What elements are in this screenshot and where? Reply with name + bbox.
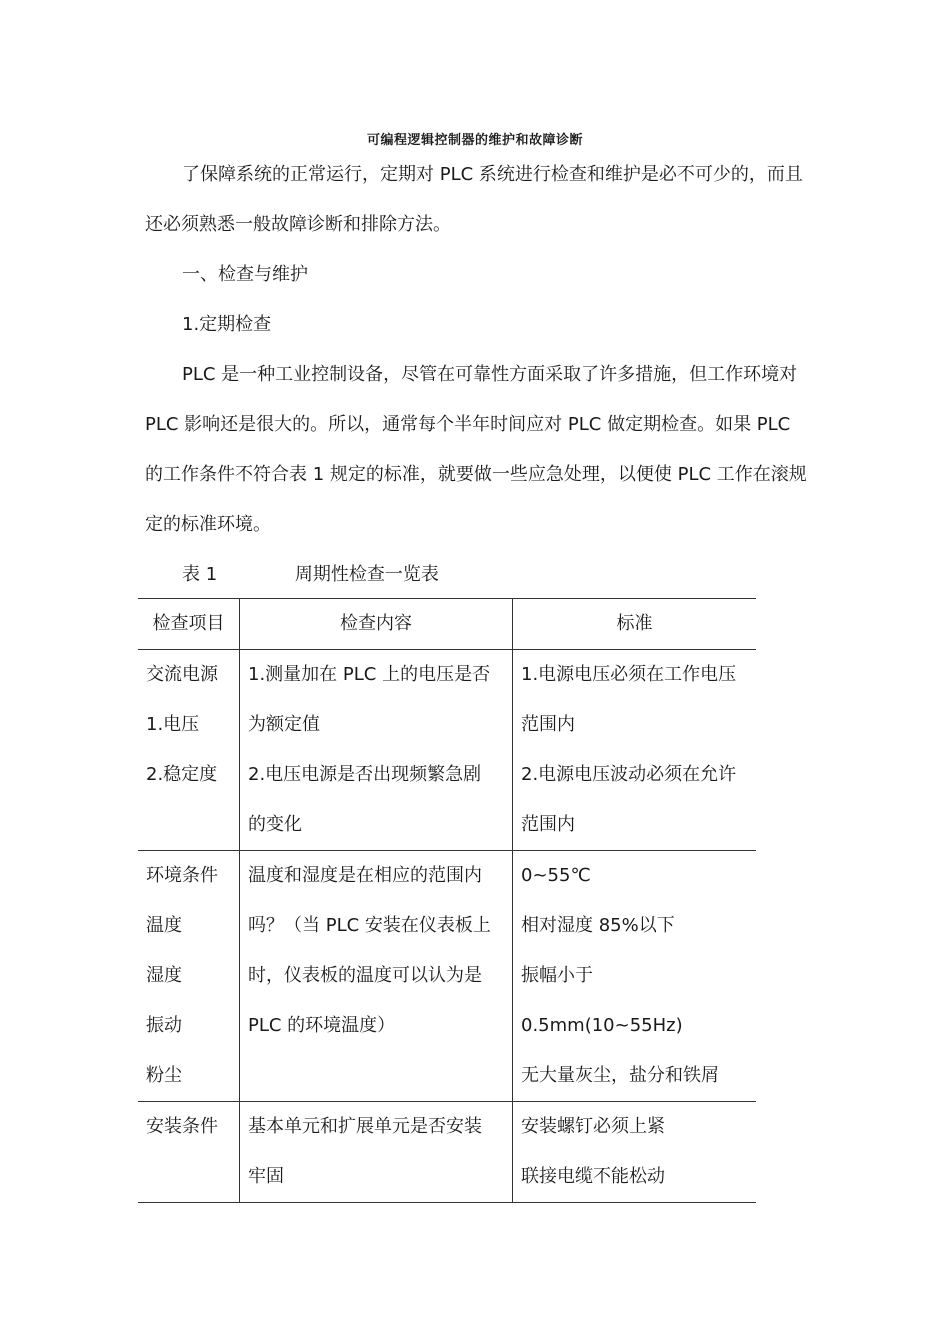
cell-line: 为额定值 (248, 714, 320, 735)
cell-line: 振动 (146, 1015, 182, 1036)
cell-item (138, 1102, 240, 1203)
cell-line: 0~55℃ (521, 865, 591, 886)
cell-item (138, 851, 240, 1102)
cell-standard (513, 851, 757, 1102)
table-row (138, 650, 756, 851)
cell-line: 范围内 (521, 714, 575, 735)
cell-line: 环境条件 (146, 865, 218, 886)
header-content: 检查内容 (240, 599, 513, 650)
cell-line: 0.5mm(10~55Hz) (521, 1015, 683, 1036)
cell-line: 1.测量加在 PLC 上的电压是否 (248, 664, 491, 685)
cell-line: 温度 (146, 915, 182, 936)
document-title: 可编程逻辑控制器的维护和故障诊断 (366, 133, 583, 148)
cell-line: 的变化 (248, 814, 302, 835)
cell-line: 交流电源 (146, 664, 218, 685)
table-caption-title: 周期性检查一览表 (294, 564, 439, 585)
cell-standard (513, 650, 757, 851)
cell-line: 湿度 (146, 965, 182, 986)
cell-content (240, 1102, 513, 1203)
table-header-row (138, 599, 756, 650)
cell-line: PLC 的环境温度） (248, 1015, 396, 1036)
table-row (138, 1102, 756, 1203)
cell-line: 2.电压电源是否出现频繁急剧 (248, 764, 482, 785)
inspection-table (138, 598, 756, 1203)
cell-line: 联接电缆不能松动 (521, 1166, 665, 1187)
cell-content (240, 650, 513, 851)
body-paragraph: PLC 是一种工业控制设备，尽管在可靠性方面采取了许多措施，但工作环境对 PLC 影响还是很大的。所以，通常每个半年时间应对 PLC 做定期检查。如果 PLC 的工作条件不符合表 1 规定的标准，就要做一些应急处理，以便使 PLC 工作在滚规定的标准环境。 (145, 364, 807, 535)
cell-line: 无大量灰尘，盐分和铁屑 (521, 1065, 719, 1086)
cell-line: 时，仪表板的温度可以认为是 (248, 965, 482, 986)
header-standard: 标准 (513, 599, 757, 650)
cell-line: 安装螺钉必须上紧 (521, 1116, 665, 1137)
cell-line: 牢固 (248, 1166, 284, 1187)
section-heading: 一、检查与维护 (182, 264, 308, 285)
cell-line: 安装条件 (146, 1116, 218, 1137)
cell-content (240, 851, 513, 1102)
cell-line: 振幅小于 (521, 965, 593, 986)
table-row (138, 851, 756, 1102)
intro-paragraph: 了保障系统的正常运行，定期对 PLC 系统进行检查和维护是必不可少的，而且还必须熟悉一般故障诊断和排除方法。 (145, 164, 803, 235)
table-caption-label: 表 1 (182, 564, 218, 585)
cell-line: 粉尘 (146, 1065, 182, 1086)
cell-standard (513, 1102, 757, 1203)
cell-line: 温度和湿度是在相应的范围内 (248, 865, 482, 886)
cell-line: 范围内 (521, 814, 575, 835)
cell-line: 1.电压 (146, 714, 200, 735)
cell-item (138, 650, 240, 851)
cell-line: 相对湿度 85%以下 (521, 915, 675, 936)
table-caption (182, 550, 439, 600)
cell-line: 基本单元和扩展单元是否安装 (248, 1116, 482, 1137)
header-item: 检查项目 (138, 599, 240, 650)
cell-line: 1.电源电压必须在工作电压 (521, 664, 737, 685)
cell-line: 2.电源电压波动必须在允许 (521, 764, 737, 785)
cell-line: 2.稳定度 (146, 764, 218, 785)
subsection-heading: 1.定期检查 (182, 314, 272, 335)
cell-line: 吗？（当 PLC 安装在仪表板上 (248, 915, 491, 936)
